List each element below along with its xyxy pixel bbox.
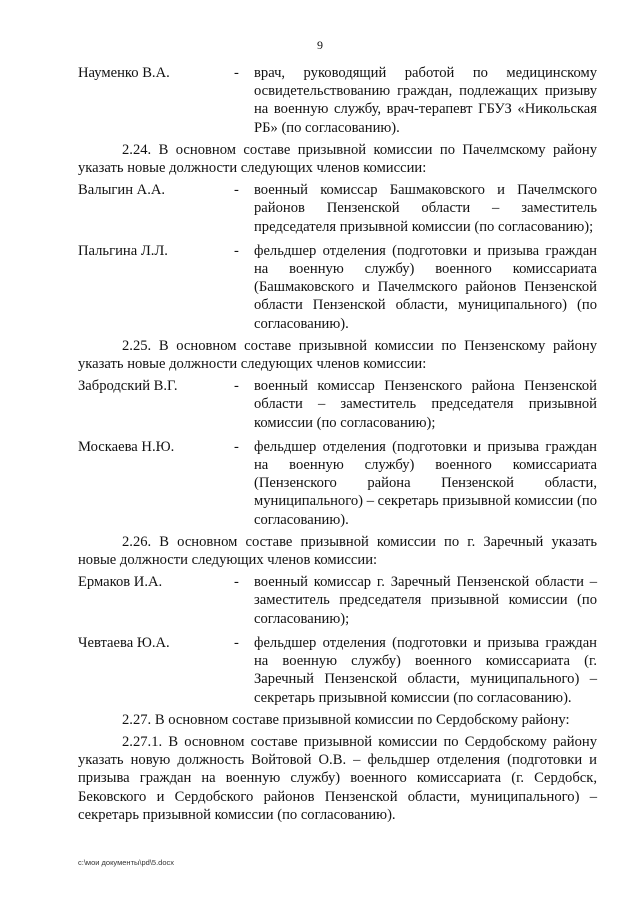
member-position: военный комиссар Пензенского района Пензенской области – заместитель председателя призывной комиссии (по согласованию); bbox=[254, 378, 597, 431]
dash-separator: - bbox=[234, 574, 239, 591]
dash-separator: - bbox=[234, 634, 239, 651]
commission-member-entry bbox=[78, 242, 597, 333]
commission-member-entry bbox=[78, 64, 597, 137]
member-position: военный комиссар г. Заречный Пензенской области – заместитель председателя призывной комиссии (по согласованию); bbox=[254, 574, 597, 627]
commission-member-entry bbox=[78, 634, 597, 707]
dash-separator: - bbox=[234, 242, 239, 259]
member-name: Чевтаева Ю.А. bbox=[78, 634, 170, 651]
dash-separator: - bbox=[234, 182, 239, 199]
member-position: врач, руководящий работой по медицинскому освидетельствованию граждан, подлежащих призыву на военную службу, врач-терапевт ГБУЗ «Никольская РБ» (по согласованию). bbox=[254, 65, 597, 136]
commission-member-entry bbox=[78, 438, 597, 529]
clause-paragraph: 2.25. В основном составе призывной комиссии по Пензенскому району указать новые должности следующих членов комиссии: bbox=[78, 337, 597, 373]
subclause-paragraph: 2.27.1. В основном составе призывной комиссии по Сердобскому району указать новую должность Войтовой О.В. – фельдшер отделения (подготовки и призыва граждан на военную службу) военного комиссариата (г. Сердобск, Бековского и Сердобского районов Пензенской области, муниципального) – секретарь призывной комиссии (по согласованию). bbox=[78, 733, 597, 823]
member-name: Ермаков И.А. bbox=[78, 574, 163, 591]
dash-separator: - bbox=[234, 378, 239, 395]
page-number: 9 bbox=[317, 38, 323, 52]
clause-paragraph: 2.24. В основном составе призывной комиссии по Пачелмскому району указать новые должности следующих членов комиссии: bbox=[78, 141, 597, 177]
file-path-footer: c:\мои документы\pd\5.docx bbox=[78, 858, 174, 867]
document-body bbox=[78, 64, 597, 828]
clause-paragraph: 2.26. В основном составе призывной комиссии по г. Заречный указать новые должности следующих членов комиссии: bbox=[78, 533, 597, 569]
member-position: военный комиссар Башмаковского и Пачелмского районов Пензенской области – заместитель председателя призывной комиссии (по согласованию); bbox=[254, 182, 597, 235]
member-position: фельдшер отделения (подготовки и призыва граждан на военную службу) военного комиссариата (Башмаковского и Пачелмского районов Пензенской области Пензенской области, муниципального) (по согласованию). bbox=[254, 242, 597, 332]
member-name: Валыгин А.А. bbox=[78, 182, 166, 199]
dash-separator: - bbox=[234, 438, 239, 455]
clause-paragraph: 2.27. В основном составе призывной комиссии по Сердобскому району: bbox=[122, 711, 570, 728]
commission-member-entry bbox=[78, 573, 597, 628]
dash-separator: - bbox=[234, 65, 239, 81]
member-name: Москаева Н.Ю. bbox=[78, 438, 175, 455]
commission-member-entry bbox=[78, 181, 597, 236]
member-name: Забродский В.Г. bbox=[78, 378, 178, 395]
member-position: фельдшер отделения (подготовки и призыва граждан на военную службу) военного комиссариата (Пензенского района Пензенской области, муниципального) – секретарь призывной комиссии (по согласованию). bbox=[254, 438, 597, 528]
commission-member-entry bbox=[78, 377, 597, 432]
member-name: Пальгина Л.Л. bbox=[78, 242, 168, 259]
member-position: фельдшер отделения (подготовки и призыва граждан на военную службу) военного комиссариата (г. Заречный Пензенской области, муниципального) – секретарь призывной комиссии (по согласованию). bbox=[254, 634, 597, 706]
member-name: Науменко В.А. bbox=[78, 65, 170, 81]
